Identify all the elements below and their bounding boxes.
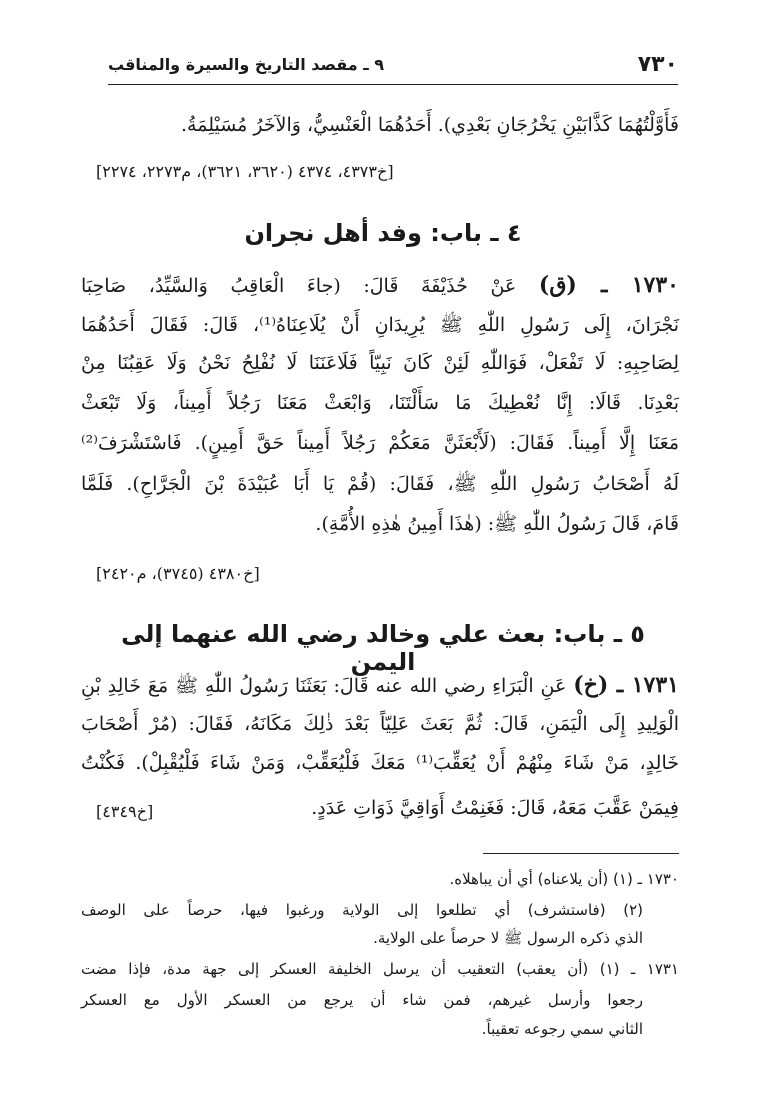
hadith-1731-line-2: الْوَلِيدِ إِلَى الْيَمَنِ، قَالَ: ثُمَّ بَعَثَ عَلِيّاً بَعْدَ ذٰلِكَ مَكَانَهُ، فَقَالَ: (مُرْ أَصْحَابَ <box>81 713 679 735</box>
page-number: ٧٣٠ <box>637 52 678 77</box>
footnote-1730-1: ١٧٣٠ ـ (١) (أن يلاعناه) أي أن يباهلاه. <box>449 870 679 888</box>
hadith-1730-reference: [خ٤٣٨٠ (٣٧٤٥)، م٢٤٢٠] <box>96 564 260 583</box>
prev-hadith-line: فَأَوَّلْتُهُمَا كَذَّابَيْنِ يَخْرُجَانِ بَعْدِي). أَحَدُهُمَا الْعَنْسِيُّ، وَالآخَرُ مُسَيْلِمَةُ. <box>181 114 679 136</box>
footnote-1731-1-line-1: ١٧٣١ ـ (١) (أن يعقب) التعقيب أن يرسل الخليفة العسكر إلى جهة مدة، فإذا مضت <box>81 960 679 978</box>
hadith-1731-line-4: فِيمَنْ عَقَّبَ مَعَهُ، قَالَ: فَغَنِمْتُ أَوَاقِيَّ ذَوَاتِ عَدَدٍ. <box>311 797 679 819</box>
hadith-1730-line-3: لِصَاحِبِهِ: لَا تَفْعَلْ، فَوَاللّٰهِ لَئِنْ كَانَ نَبِيّاً فَلَاعَنَنَا لَا نُفْلِحُ نَحْنُ وَلَا عَقِبُنَا مِنْ <box>81 352 679 374</box>
hadith-1731-line-3: خَالِدٍ، مَنْ شَاءَ مِنْهُمْ أَنْ يُعَقِّبَ⁽¹⁾ مَعَكَ فَلْيُعَقِّبْ، وَمَنْ شَاءَ فَلْيُقْبِلْ). فَكُنْتُ <box>81 752 679 774</box>
hadith-1731-reference: [خ٤٣٤٩] <box>96 802 154 821</box>
footnote-1730-2-line-2: الذي ذكره الرسول ﷺ لا حرصاً على الولاية. <box>373 929 643 947</box>
chapter-heading-4: ٤ ـ باب: وفد أهل نجران <box>244 219 522 247</box>
hadith-1730-line-7: قَامَ، قَالَ رَسُولُ اللّٰهِ ﷺ: (هٰذَا أَمِينُ هٰذِهِ الأُمَّةِ). <box>315 513 679 535</box>
footnote-1731-1-line-3: الثاني سمي رجوعه تعقيباً. <box>481 1020 643 1038</box>
hadith-number-1730: ١٧٣٠ ـ (ق) <box>538 272 679 298</box>
hadith-1730-line-5: مَعَنَا إِلَّا أَمِيناً. فَقَالَ: (لَأَبْعَثَنَّ مَعَكُمْ رَجُلاً أَمِيناً حَقَّ أَمِينٍ). فَاسْتَشْرَفَ⁽²⁾ <box>81 432 679 454</box>
prev-hadith-reference: [خ٤٣٧٣، ٤٣٧٤ (٣٦٢٠، ٣٦٢١)، م٢٢٧٣، ٢٢٧٤] <box>96 162 394 181</box>
hadith-number-1731: ١٧٣١ ـ (خ) <box>573 672 679 698</box>
footnote-rule <box>483 853 679 854</box>
hadith-1730-line-1 <box>81 272 679 298</box>
header-rule <box>108 84 678 85</box>
page-header <box>108 52 678 82</box>
running-title: ٩ ـ مقصد التاريخ والسيرة والمناقب <box>108 55 385 74</box>
footnote-1730-2-line-1: (٢) (فاستشرف) أي تطلعوا إلى الولاية ورغبوا فيها، حرصاً على الوصف <box>81 901 643 919</box>
hadith-1730-line-4: بَعْدِنَا. قَالَا: إِنَّا نُعْطِيكَ مَا سَأَلْتَنَا، وَابْعَثْ مَعَنَا رَجُلاً أَمِيناً، وَلَا تَبْعَثْ <box>81 392 679 414</box>
hadith-1730-text-1: عَنْ حُذَيْفَةَ قَالَ: (جاءَ الْعَاقِبُ وَالسَّيِّدُ، صَاحِبَا <box>81 275 517 297</box>
footnote-1731-1-line-2: رجعوا وأرسل غيرهم، فمن شاء أن يرجع من العسكر الأول مع العسكر <box>81 991 643 1009</box>
hadith-1731-line-1 <box>81 672 679 702</box>
hadith-1730-line-2: نَجْرَانَ، إِلَى رَسُولِ اللّٰهِ ﷺ يُرِيدَانِ أَنْ يُلَاعِنَاهُ⁽¹⁾، قَالَ: فَقَالَ أَحَدُهُمَا <box>81 314 679 336</box>
hadith-1731-text-1: عَنِ الْبَرَاءِ رضي الله عنه قَالَ: بَعَثَنَا رَسُولُ اللّٰهِ ﷺ مَعَ خَالِدِ بْنِ <box>81 675 567 697</box>
hadith-1730-line-6: لَهُ أَصْحَابُ رَسُولِ اللّٰهِ ﷺ، فَقَالَ: (قُمْ يَا أَبَا عُبَيْدَةَ بْنَ الْجَرَّاحِ). فَلَمَّا <box>81 473 679 495</box>
chapter-heading-5: ٥ ـ باب: بعث علي وخالد رضي الله عنهما إلى اليمن <box>121 620 645 676</box>
